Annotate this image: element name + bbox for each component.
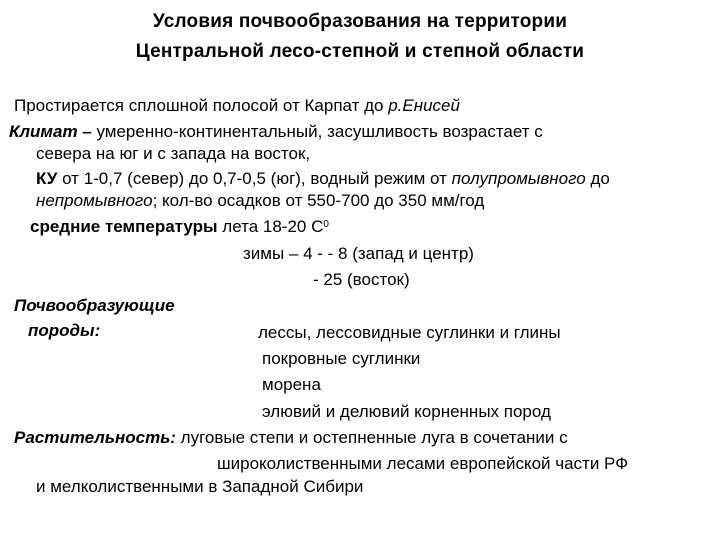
parent-rock-item: элювий и делювий корненных пород: [262, 402, 551, 421]
climate-line-2: севера на юг и с запада на восток,: [36, 144, 311, 163]
temp-summer: лета 18-20 С: [217, 217, 324, 236]
vegetation-line-3: и мелколиственными в Западной Сибири: [36, 477, 364, 496]
ku-to: до: [585, 169, 610, 188]
ku-line: [36, 168, 610, 190]
vegetation-line-1: [14, 427, 568, 449]
extent-text: Простирается сплошной полосой от Карпат до: [14, 96, 389, 115]
temp-label: средние температуры: [30, 217, 218, 236]
extent-line: [14, 95, 460, 117]
vegetation-text-1: луговые степи и остепненные луга в сочетании с: [175, 428, 568, 447]
temp-degree-sup: 0: [323, 219, 329, 230]
parent-rock-item: лессы, лессовидные суглинки и глины: [258, 323, 561, 342]
ku-text: от 1-0,7 (север) до 0,7-0,5 (юг), водный режим от: [57, 169, 452, 188]
parent-rocks-label-1: Почвообразующие: [14, 296, 175, 315]
vegetation-line-2: широколиственными лесами европейской части РФ: [217, 454, 629, 473]
vegetation-label: Растительность:: [14, 428, 176, 447]
temp-winter-line: зимы – 4 - - 8 (запад и центр): [243, 244, 474, 263]
climate-text-1: умеренно-континентальный, засушливость возрастает с: [91, 122, 543, 141]
ku-label: КУ: [36, 169, 58, 188]
parent-rock-item: морена: [262, 375, 321, 394]
ku-regime: полупромывного: [451, 169, 586, 188]
climate-label: Климат –: [9, 122, 92, 141]
precip-line: [36, 190, 484, 212]
page-title-line-2: Центральной лесо-степной и степной области: [135, 41, 585, 62]
page-title-line-1: Условия почвообразования на территории: [152, 11, 568, 32]
temp-summer-line: [30, 216, 329, 238]
parent-rocks-label-2: породы:: [28, 321, 101, 340]
extent-place: р.Енисей: [388, 96, 460, 115]
parent-rock-item: покровные суглинки: [262, 349, 421, 368]
climate-line-1: [9, 121, 543, 143]
precip-text: ; кол-во осадков от 550-700 до 350 мм/год: [152, 191, 485, 210]
regime-2: непромывного: [36, 191, 153, 210]
temp-east-line: - 25 (восток): [313, 270, 410, 289]
